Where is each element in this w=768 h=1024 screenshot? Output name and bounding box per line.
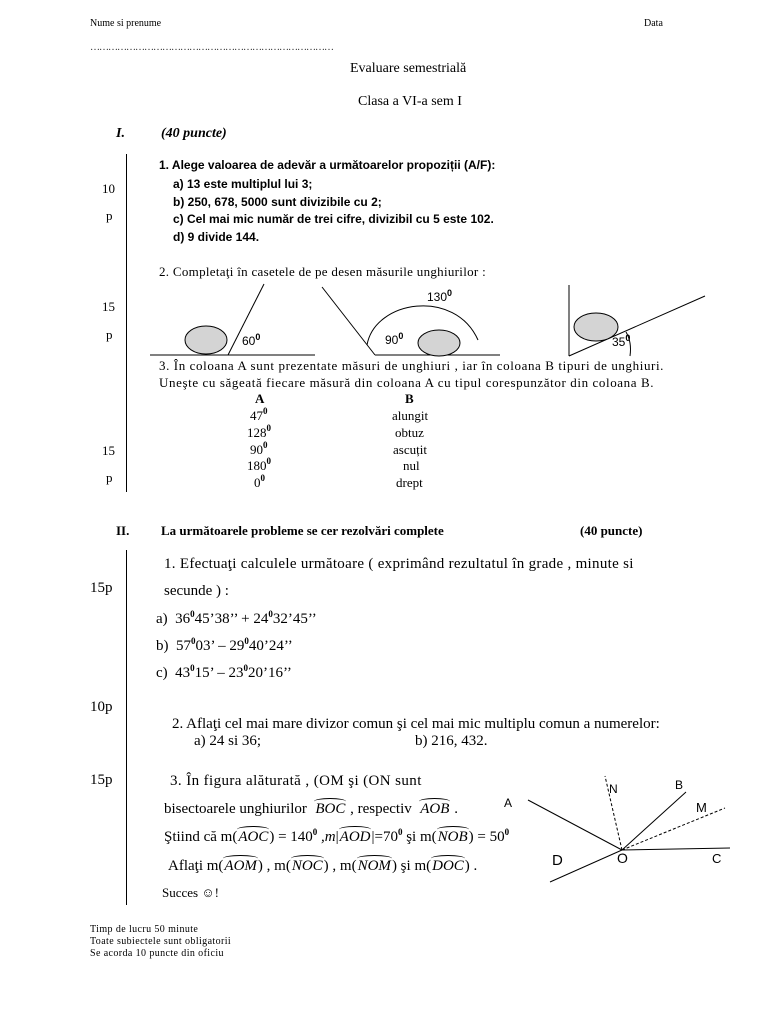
page-title: Evaluare semestrială (350, 61, 467, 76)
col-b-item: alungit (392, 408, 429, 423)
part2-margin-line (126, 550, 127, 905)
part2-roman: II. (116, 523, 130, 538)
q1-item-c: c) Cel mai mic număr de trei cifre, divizibil cu 5 este 102. (173, 212, 494, 226)
part1-points: (40 puncte) (161, 126, 227, 141)
footer-line3: Se acorda 10 puncte din oficiu (90, 948, 224, 959)
p2q3-line3: Ştiind că $m(AOC) = 140^0$ $,m|AOD|=70^0$ şi $m(NOB) = 50^0$ (164, 827, 510, 845)
angle2-value-130: $130^0$ (427, 288, 453, 304)
label-a: A (504, 796, 513, 810)
col-a-item: $180^0$ (247, 456, 271, 473)
col-a-item: $0^0$ (254, 473, 265, 490)
p2q1-score: 15p (90, 580, 113, 596)
name-label: Nume si prenume (90, 18, 162, 29)
p2q3-line1: 3. În figura alăturată , (OM şi (ON sunt (170, 773, 422, 789)
q1-item-b: b) 250, 678, 5000 sunt divizibile cu 2; (173, 195, 382, 209)
label-n: N (609, 782, 618, 796)
q3-line1: 3. În coloana A sunt prezentate măsuri de unghiuri , iar în coloana B tipuri de unghiuri. (159, 358, 665, 373)
p2q2-score: 10p (90, 699, 113, 715)
q3-score: 15 (102, 443, 115, 458)
angle-aod: AOD (339, 829, 371, 845)
p2q3-line2: bisectoarele unghiurilor BOC , respectiv AOB . (164, 801, 458, 817)
q1-score: 10 (102, 181, 115, 196)
angle-nom: NOM (357, 858, 391, 874)
q1-prompt: 1. Alege valoarea de adevăr a următoarelor propoziții (A/F): (159, 158, 496, 172)
angle2-value-90: $90^0$ (385, 331, 404, 347)
angle1-value: $60^0$ (242, 332, 261, 348)
page-subtitle: Clasa a VI-a sem I (358, 94, 462, 109)
col-b-header: B (405, 391, 414, 406)
name-dots: ……………………………………………………………………… (90, 42, 333, 53)
ray-ob (622, 792, 686, 850)
date-label: Data (644, 18, 663, 29)
angle-aom: AOM (224, 858, 257, 874)
p2q1-line2: secunde ) : (164, 583, 229, 599)
p2q1-c: c) $43^015$’ – $23^020’16$’’ (156, 663, 292, 681)
p2q1-line1: 1. Efectuaţi calculele următoare ( exprimând rezultatul în grade , minute si (164, 556, 634, 572)
col-a-header: A (255, 391, 265, 406)
angles-figure (0, 0, 768, 380)
angle-noc: NOC (291, 858, 323, 874)
succes-text: Succes ☺! (162, 885, 219, 900)
angle-aoc: AOC (238, 829, 269, 845)
p2q2-line1: 2. Aflaţi cel mai mare divizor comun şi cel mai mic multiplu comun a numerelor: (172, 716, 660, 732)
q2-score-unit: p (106, 327, 113, 342)
q3-line2: Uneşte cu săgeată fiecare măsură din coloana A cu tipul corespunzător din coloana B. (159, 375, 655, 390)
ray-oa (528, 800, 622, 850)
label-d: D (552, 852, 563, 869)
ray-oc (622, 848, 730, 850)
footer-line2: Toate subiectele sunt obligatorii (90, 936, 232, 947)
label-b: B (675, 778, 684, 792)
angle-aob: AOB (420, 801, 450, 817)
col-a-item: $90^0$ (250, 440, 268, 457)
col-b-item: ascuțit (393, 442, 427, 457)
label-o: O (617, 850, 628, 866)
part2-heading: La următoarele probleme se cer rezolvări complete (161, 523, 444, 538)
p2q2-b: b) 216, 432. (415, 733, 488, 749)
angle-doc: DOC (432, 858, 464, 874)
part1-roman: I. (116, 126, 125, 141)
col-b-item: drept (396, 475, 423, 490)
angle3-value: $35^0$ (612, 333, 631, 349)
q2-score: 15 (102, 299, 115, 314)
part2-points: (40 puncte) (580, 523, 643, 538)
geometry-figure (490, 770, 740, 890)
angle-boc: BOC (315, 801, 346, 817)
p2q1-a: a) $36^045’38$’’ + $24^032’45$’’ (156, 609, 317, 627)
q2-prompt: 2. Completaţi în casetele de pe desen măsurile unghiurilor : (159, 264, 487, 279)
label-c: C (712, 851, 722, 866)
label-m: M (696, 800, 707, 815)
col-a-item: $128^0$ (247, 423, 271, 440)
col-a-item: $47^0$ (250, 406, 268, 423)
ray-om (622, 808, 725, 850)
p2q1-b: b) $57^003$’ – $29^040’24$’’ (156, 636, 293, 654)
footer-line1: Timp de lucru 50 minute (90, 924, 199, 935)
q3-score-unit: p (106, 470, 113, 485)
q1-item-d: d) 9 divide 144. (173, 230, 260, 244)
angle1-answer-box[interactable] (185, 326, 227, 354)
col-b-item: obtuz (395, 425, 424, 440)
p2q2-a: a) 24 si 36; (194, 733, 262, 749)
col-b-item: nul (403, 458, 420, 473)
p2q3-score: 15p (90, 772, 113, 788)
angle-nob: NOB (437, 829, 468, 845)
q1-score-unit: p (106, 208, 113, 223)
q1-item-a: a) 13 este multiplul lui 3; (173, 177, 313, 191)
angle2-answer-box[interactable] (418, 330, 460, 356)
p2q3-line4: Aflaţi m(AOM) , m(NOC) , m(NOM) şi m(DOC) . (168, 858, 478, 874)
